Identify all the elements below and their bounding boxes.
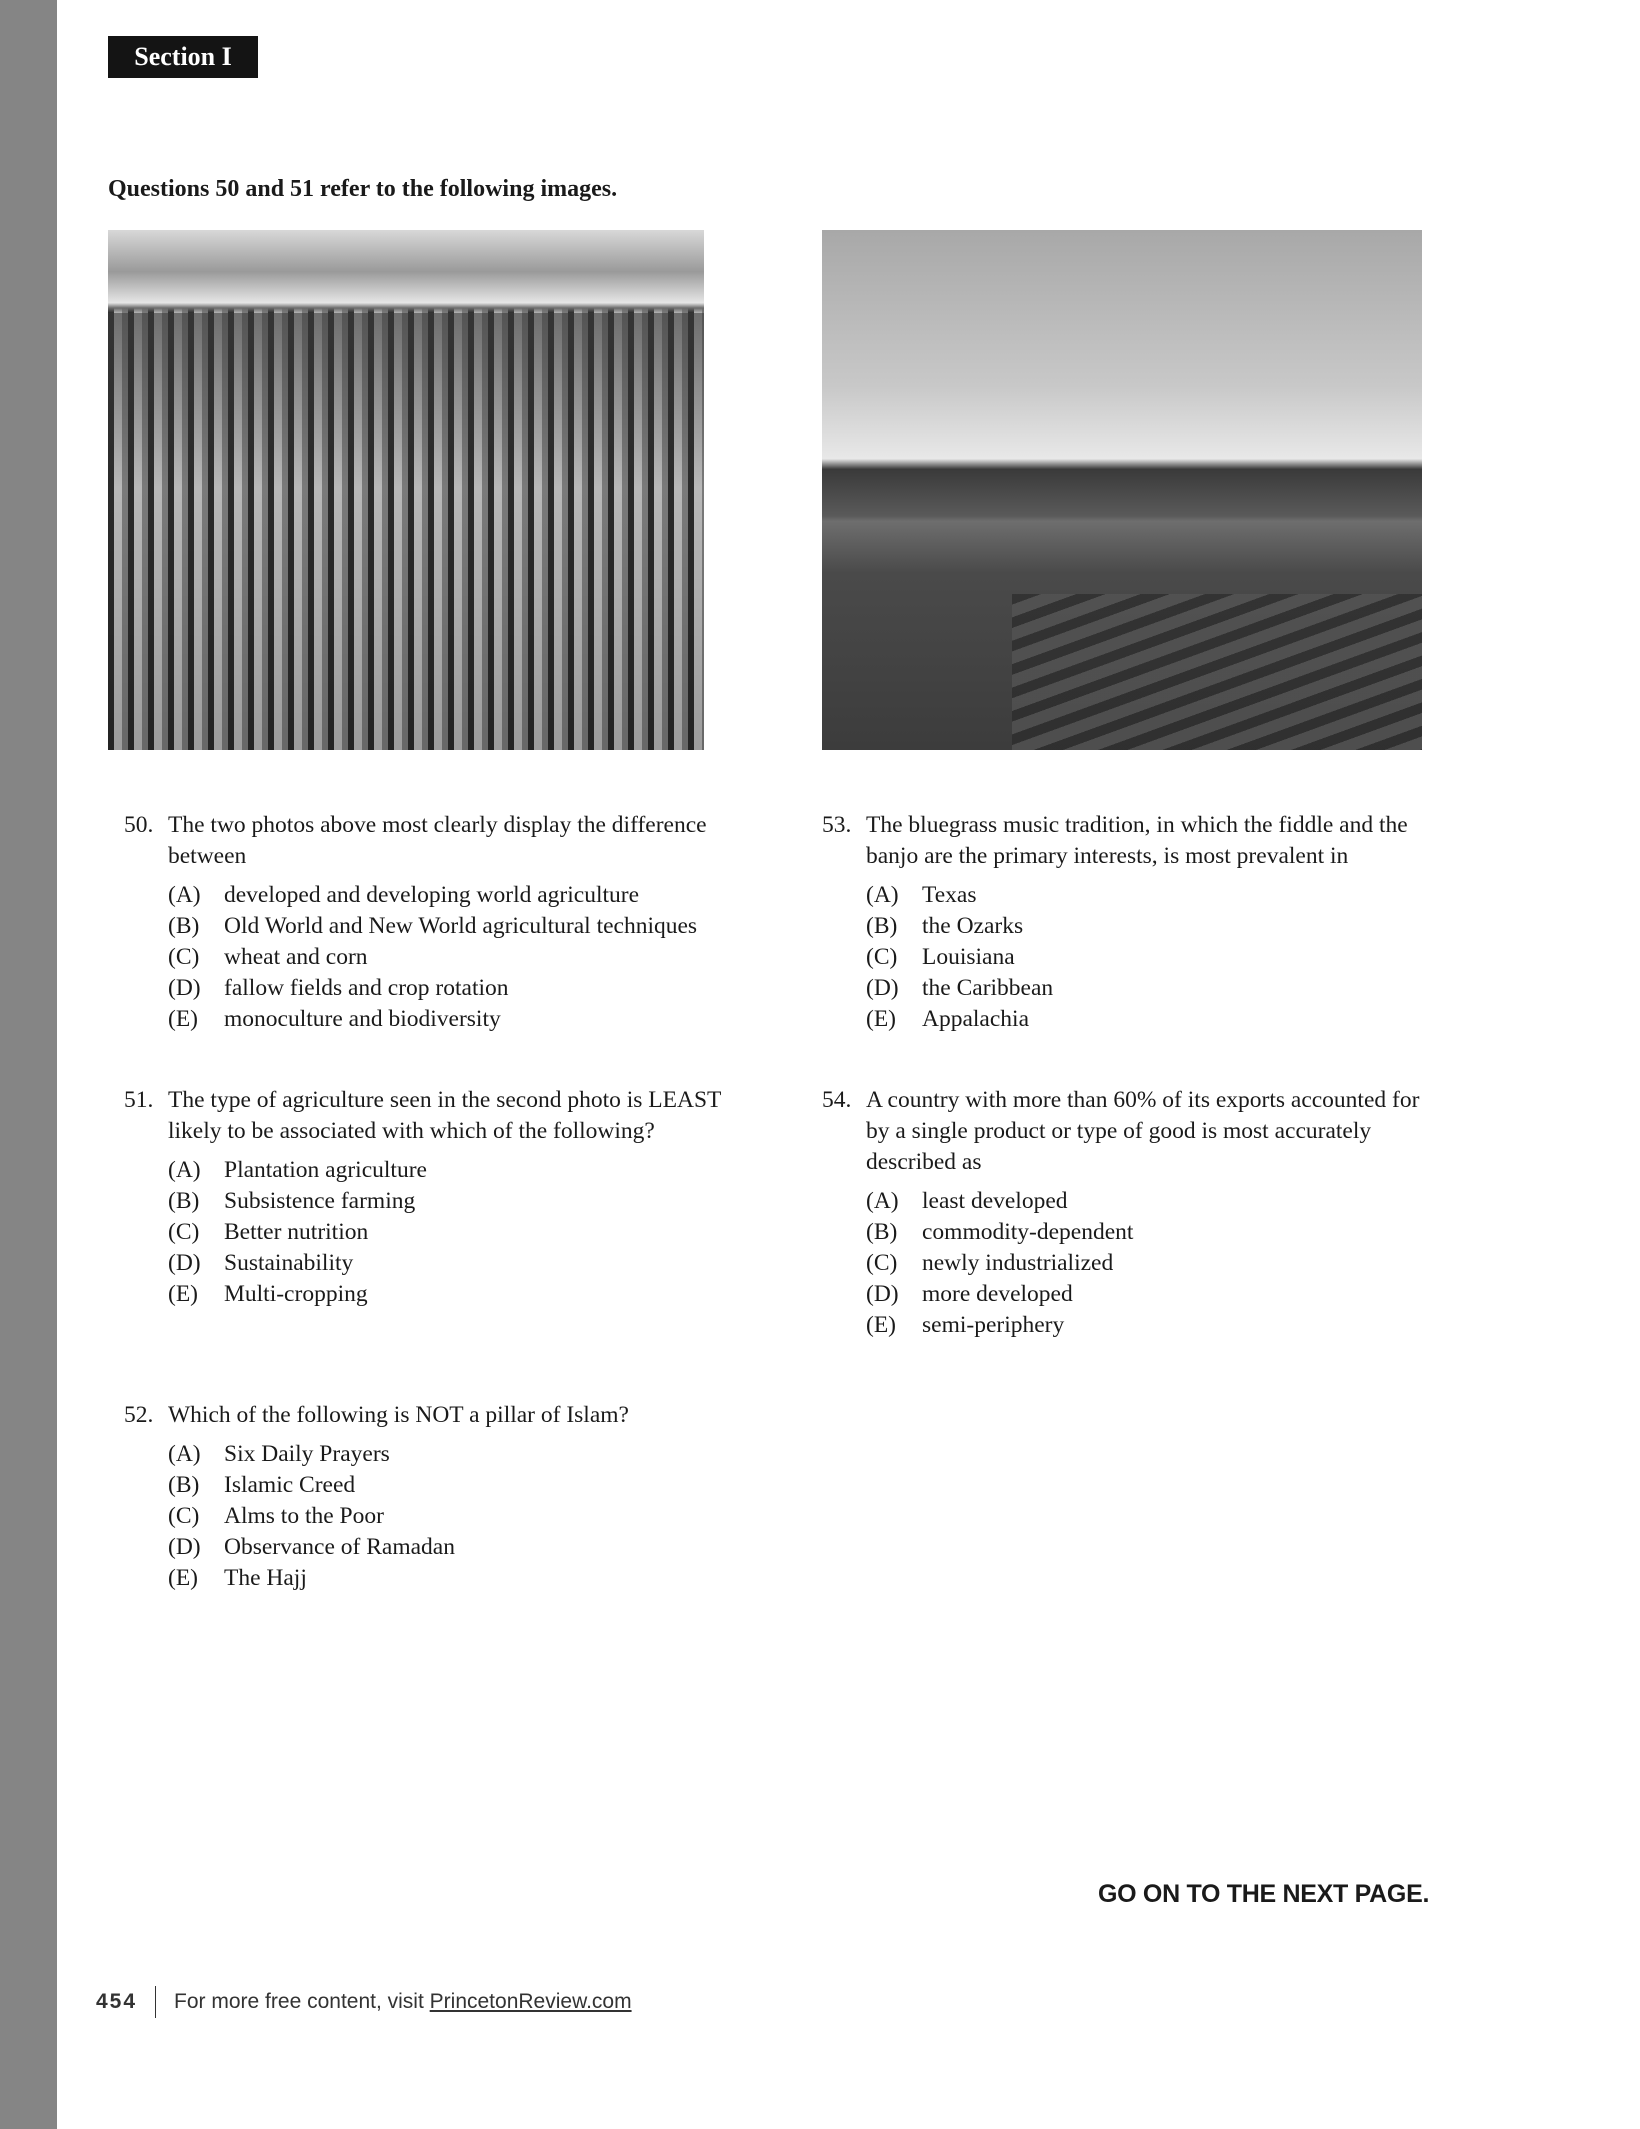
- answer-choice[interactable]: [168, 1532, 744, 1563]
- choice-letter: (E): [168, 1006, 199, 1032]
- answer-choice[interactable]: [866, 1004, 1442, 1035]
- choice-text: Sustainability: [224, 1250, 354, 1276]
- footer-text: For more free content, visit: [174, 1990, 424, 2013]
- question-54: [822, 1085, 1442, 1341]
- princeton-review-link[interactable]: PrincetonReview.com: [429, 1990, 632, 2013]
- answer-choice[interactable]: [866, 1279, 1442, 1310]
- choice-text: least developed: [922, 1188, 1068, 1214]
- answer-choice[interactable]: [168, 911, 744, 942]
- choice-text: Islamic Creed: [224, 1472, 356, 1498]
- answer-choice[interactable]: [866, 973, 1442, 1004]
- choice-text: the Ozarks: [922, 913, 1024, 939]
- answer-choice[interactable]: [168, 1501, 744, 1532]
- choice-text: Alms to the Poor: [224, 1503, 384, 1529]
- choice-letter: (E): [866, 1312, 897, 1338]
- choice-letter: (E): [168, 1565, 199, 1591]
- answer-choice[interactable]: [866, 911, 1442, 942]
- go-on-notice: GO ON TO THE NEXT PAGE.: [1098, 1880, 1430, 1908]
- choice-text: Texas: [922, 882, 977, 908]
- choice-letter: (B): [866, 1219, 898, 1245]
- question-52: [124, 1400, 744, 1594]
- answer-choice[interactable]: [168, 1470, 744, 1501]
- choice-text: Louisiana: [922, 944, 1015, 970]
- choice-letter: (D): [168, 1250, 201, 1276]
- page-number: 454: [96, 1990, 138, 2013]
- question-number: 53.: [822, 812, 852, 838]
- choice-letter: (C): [168, 1219, 200, 1245]
- choice-text: Observance of Ramadan: [224, 1534, 455, 1560]
- choice-letter: (B): [866, 913, 898, 939]
- choice-letter: (B): [168, 1472, 200, 1498]
- choice-text: Subsistence farming: [224, 1188, 416, 1214]
- page-edge-bar: [0, 0, 57, 2129]
- choice-text: newly industrialized: [922, 1250, 1114, 1276]
- question-number: 52.: [124, 1402, 154, 1428]
- answer-choice[interactable]: [168, 1217, 744, 1248]
- question-number: 54.: [822, 1087, 852, 1113]
- choice-letter: (C): [168, 944, 200, 970]
- section-badge: Section I: [108, 36, 258, 78]
- choice-text: monoculture and biodiversity: [224, 1006, 501, 1032]
- choice-letter: (B): [168, 1188, 200, 1214]
- questions-intro: Questions 50 and 51 refer to the following images.: [108, 176, 618, 202]
- choice-text: Appalachia: [922, 1006, 1030, 1032]
- question-stem: Which of the following is NOT a pillar of Islam?: [168, 1402, 629, 1428]
- question-stem: The bluegrass music tradition, in which the fiddle and the banjo are the primary interests, is most prevalent in: [866, 812, 1408, 869]
- choice-letter: (B): [168, 913, 200, 939]
- choice-letter: (E): [168, 1281, 199, 1307]
- choice-letter: (D): [168, 975, 201, 1001]
- answer-choice[interactable]: [168, 942, 744, 973]
- choice-text: Better nutrition: [224, 1219, 369, 1245]
- question-stem: A country with more than 60% of its exports accounted for by a single product or type of good is most accurately described as: [866, 1087, 1420, 1175]
- answer-choice[interactable]: [168, 1186, 744, 1217]
- choice-letter: (A): [866, 882, 899, 908]
- question-number: 51.: [124, 1087, 154, 1113]
- choice-text: The Hajj: [224, 1565, 307, 1591]
- choice-letter: (E): [866, 1006, 897, 1032]
- choice-letter: (D): [866, 1281, 899, 1307]
- photo-monoculture-field: [108, 230, 704, 750]
- answer-choice[interactable]: [866, 880, 1442, 911]
- answer-choice[interactable]: [168, 1439, 744, 1470]
- choice-text: wheat and corn: [224, 944, 368, 970]
- choice-letter: (C): [168, 1503, 200, 1529]
- question-stem: The type of agriculture seen in the second photo is LEAST likely to be associated with which of the following?: [168, 1087, 721, 1144]
- answer-choice[interactable]: [168, 1004, 744, 1035]
- footer: [96, 1986, 632, 2018]
- answer-choice[interactable]: [168, 880, 744, 911]
- answer-choice[interactable]: [168, 1563, 744, 1594]
- question-stem: The two photos above most clearly display the difference between: [168, 812, 707, 869]
- answer-choice[interactable]: [866, 1186, 1442, 1217]
- answer-choice[interactable]: [866, 1217, 1442, 1248]
- choice-letter: (A): [168, 1441, 201, 1467]
- photo-small-farm-plots: [822, 230, 1422, 750]
- choice-text: Multi-cropping: [224, 1281, 368, 1307]
- choice-letter: (D): [168, 1534, 201, 1560]
- choice-text: more developed: [922, 1281, 1073, 1307]
- choice-letter: (A): [168, 882, 201, 908]
- choice-text: semi-periphery: [922, 1312, 1065, 1338]
- answer-choice[interactable]: [168, 1248, 744, 1279]
- choice-text: the Caribbean: [922, 975, 1054, 1001]
- choice-text: Plantation agriculture: [224, 1157, 427, 1183]
- choice-letter: (A): [866, 1188, 899, 1214]
- answer-choice[interactable]: [866, 1248, 1442, 1279]
- question-50: [124, 810, 744, 1035]
- footer-divider: [155, 1986, 156, 2018]
- question-53: [822, 810, 1442, 1035]
- choice-text: Six Daily Prayers: [224, 1441, 390, 1467]
- answer-choice[interactable]: [866, 942, 1442, 973]
- choice-text: developed and developing world agriculture: [224, 882, 640, 908]
- answer-choice[interactable]: [168, 1155, 744, 1186]
- choice-text: Old World and New World agricultural techniques: [224, 913, 698, 939]
- question-51: [124, 1085, 744, 1310]
- choice-letter: (C): [866, 944, 898, 970]
- choice-text: commodity-dependent: [922, 1219, 1134, 1245]
- choice-letter: (A): [168, 1157, 201, 1183]
- choice-text: fallow fields and crop rotation: [224, 975, 509, 1001]
- choice-letter: (C): [866, 1250, 898, 1276]
- answer-choice[interactable]: [168, 1279, 744, 1310]
- choice-letter: (D): [866, 975, 899, 1001]
- answer-choice[interactable]: [168, 973, 744, 1004]
- answer-choice[interactable]: [866, 1310, 1442, 1341]
- question-number: 50.: [124, 812, 154, 838]
